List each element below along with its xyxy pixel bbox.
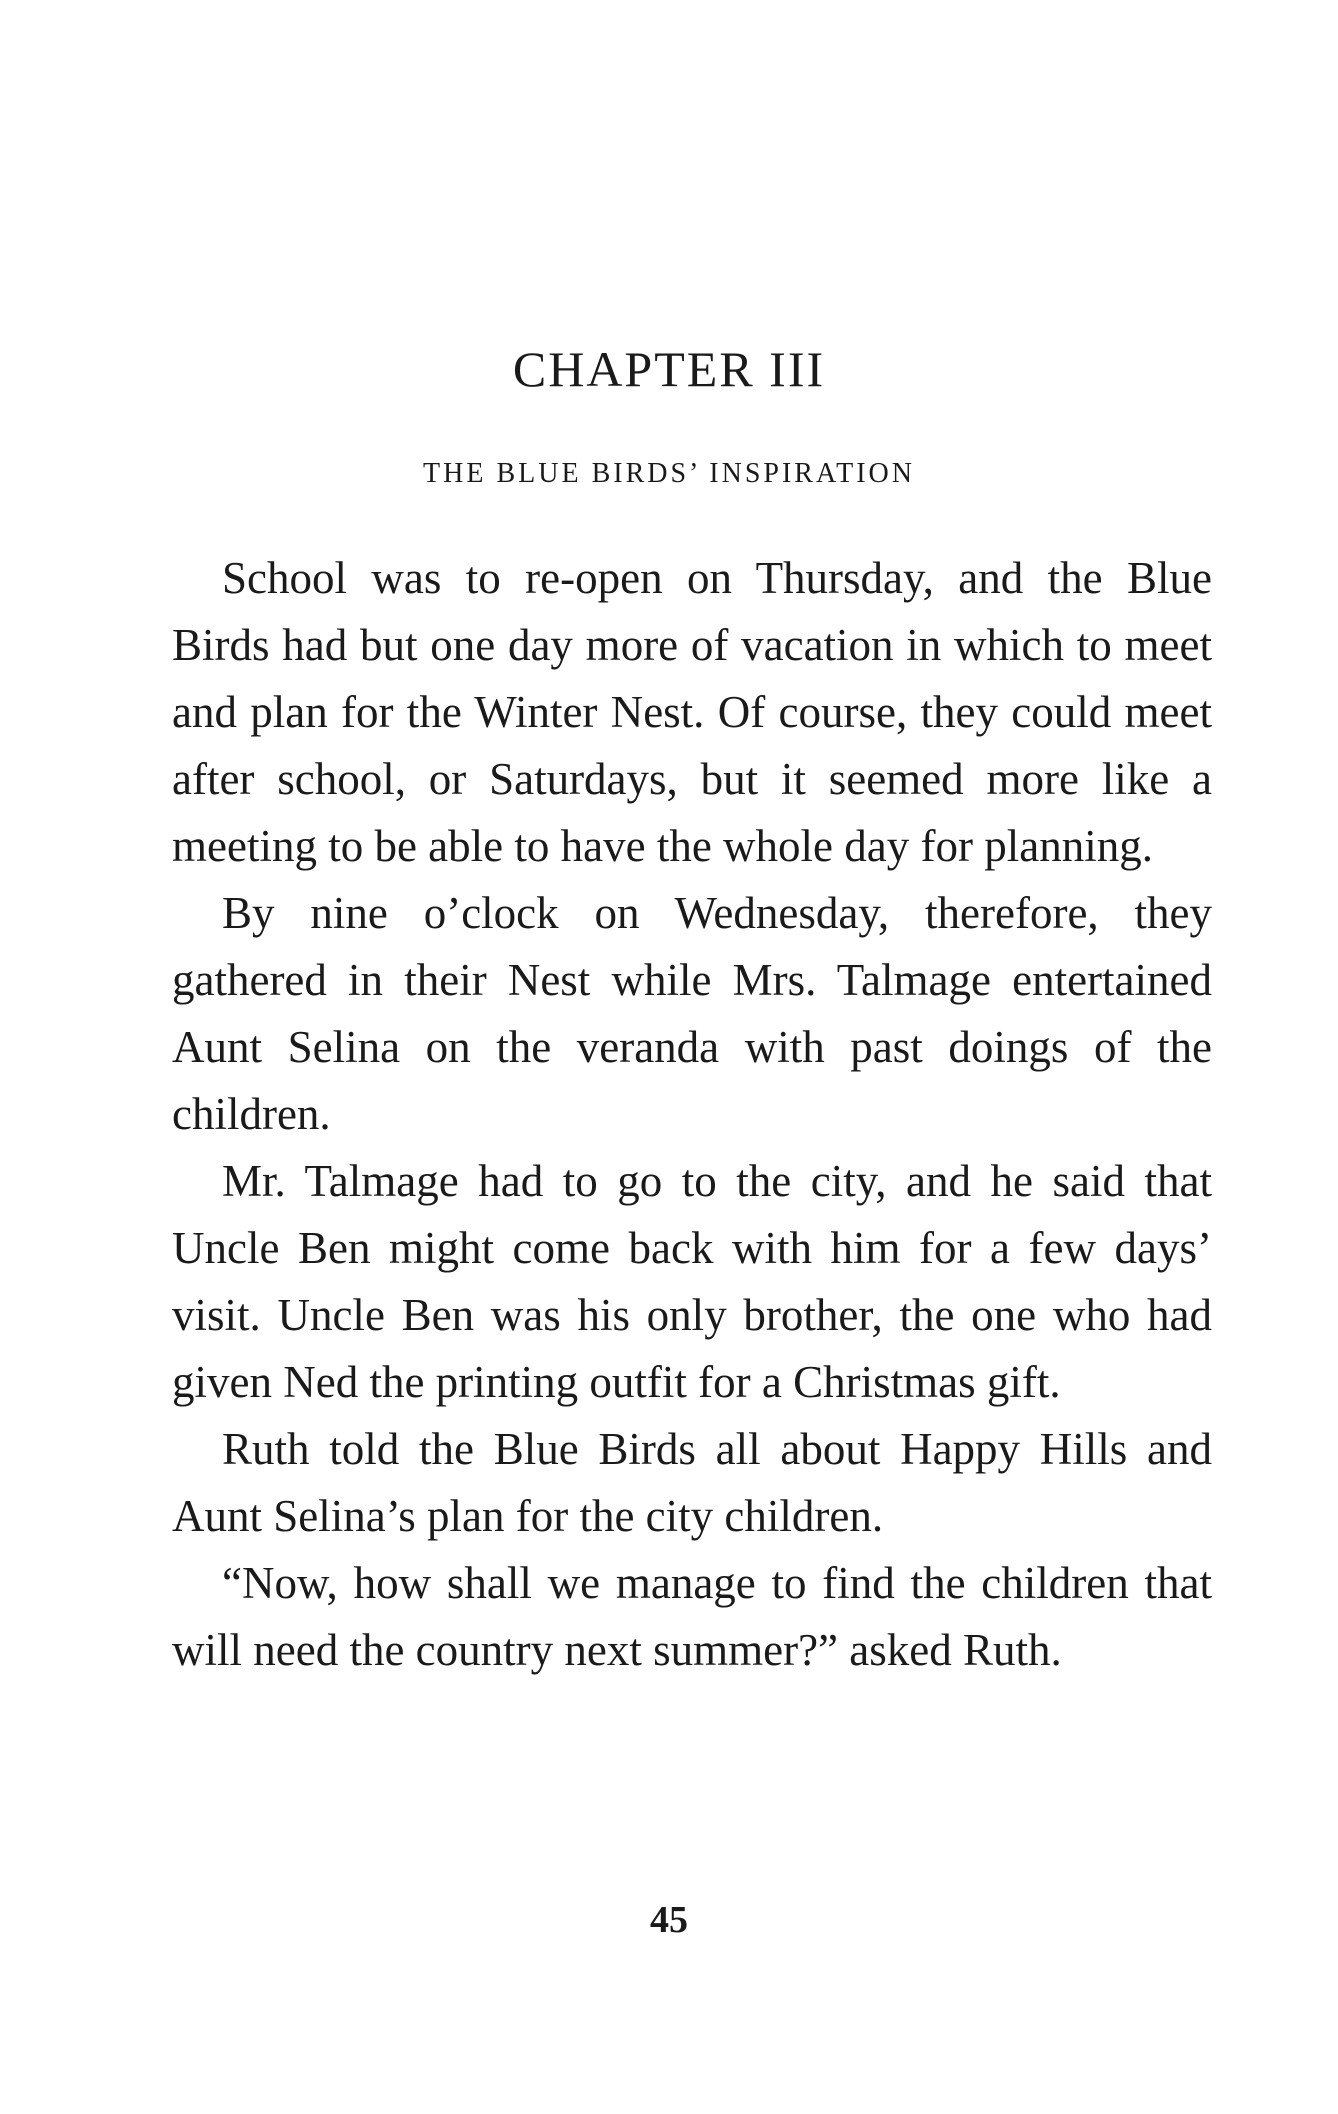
page-number: 45 bbox=[650, 1899, 688, 1941]
chapter-body bbox=[172, 545, 1212, 1684]
paragraph: By nine o’clock on Wednesday, therefore, they gathered in their Nest while Mrs. Talmage entertained Aunt Selina on the veranda with past doings of the children. bbox=[172, 888, 1212, 1139]
paragraph: “Now, how shall we manage to find the children that will need the country next summer?” asked Ruth. bbox=[172, 1558, 1212, 1675]
chapter-subtitle: THE BLUE BIRDS’ INSPIRATION bbox=[423, 458, 915, 489]
chapter-title: CHAPTER III bbox=[512, 341, 826, 397]
paragraph: School was to re-open on Thursday, and the Blue Birds had but one day more of vacation in which to meet and plan for the Winter Nest. Of course, they could meet after school, or Saturdays, but it seemed more like a meeting to be able to have the whole day for planning. bbox=[172, 553, 1212, 871]
paragraph: Ruth told the Blue Birds all about Happy Hills and Aunt Selina’s plan for the city children. bbox=[172, 1424, 1212, 1541]
paragraph: Mr. Talmage had to go to the city, and he said that Uncle Ben might come back with him for a few days’ visit. Uncle Ben was his only brother, the one who had given Ned the printing outfit for a Christmas gift. bbox=[172, 1156, 1212, 1407]
